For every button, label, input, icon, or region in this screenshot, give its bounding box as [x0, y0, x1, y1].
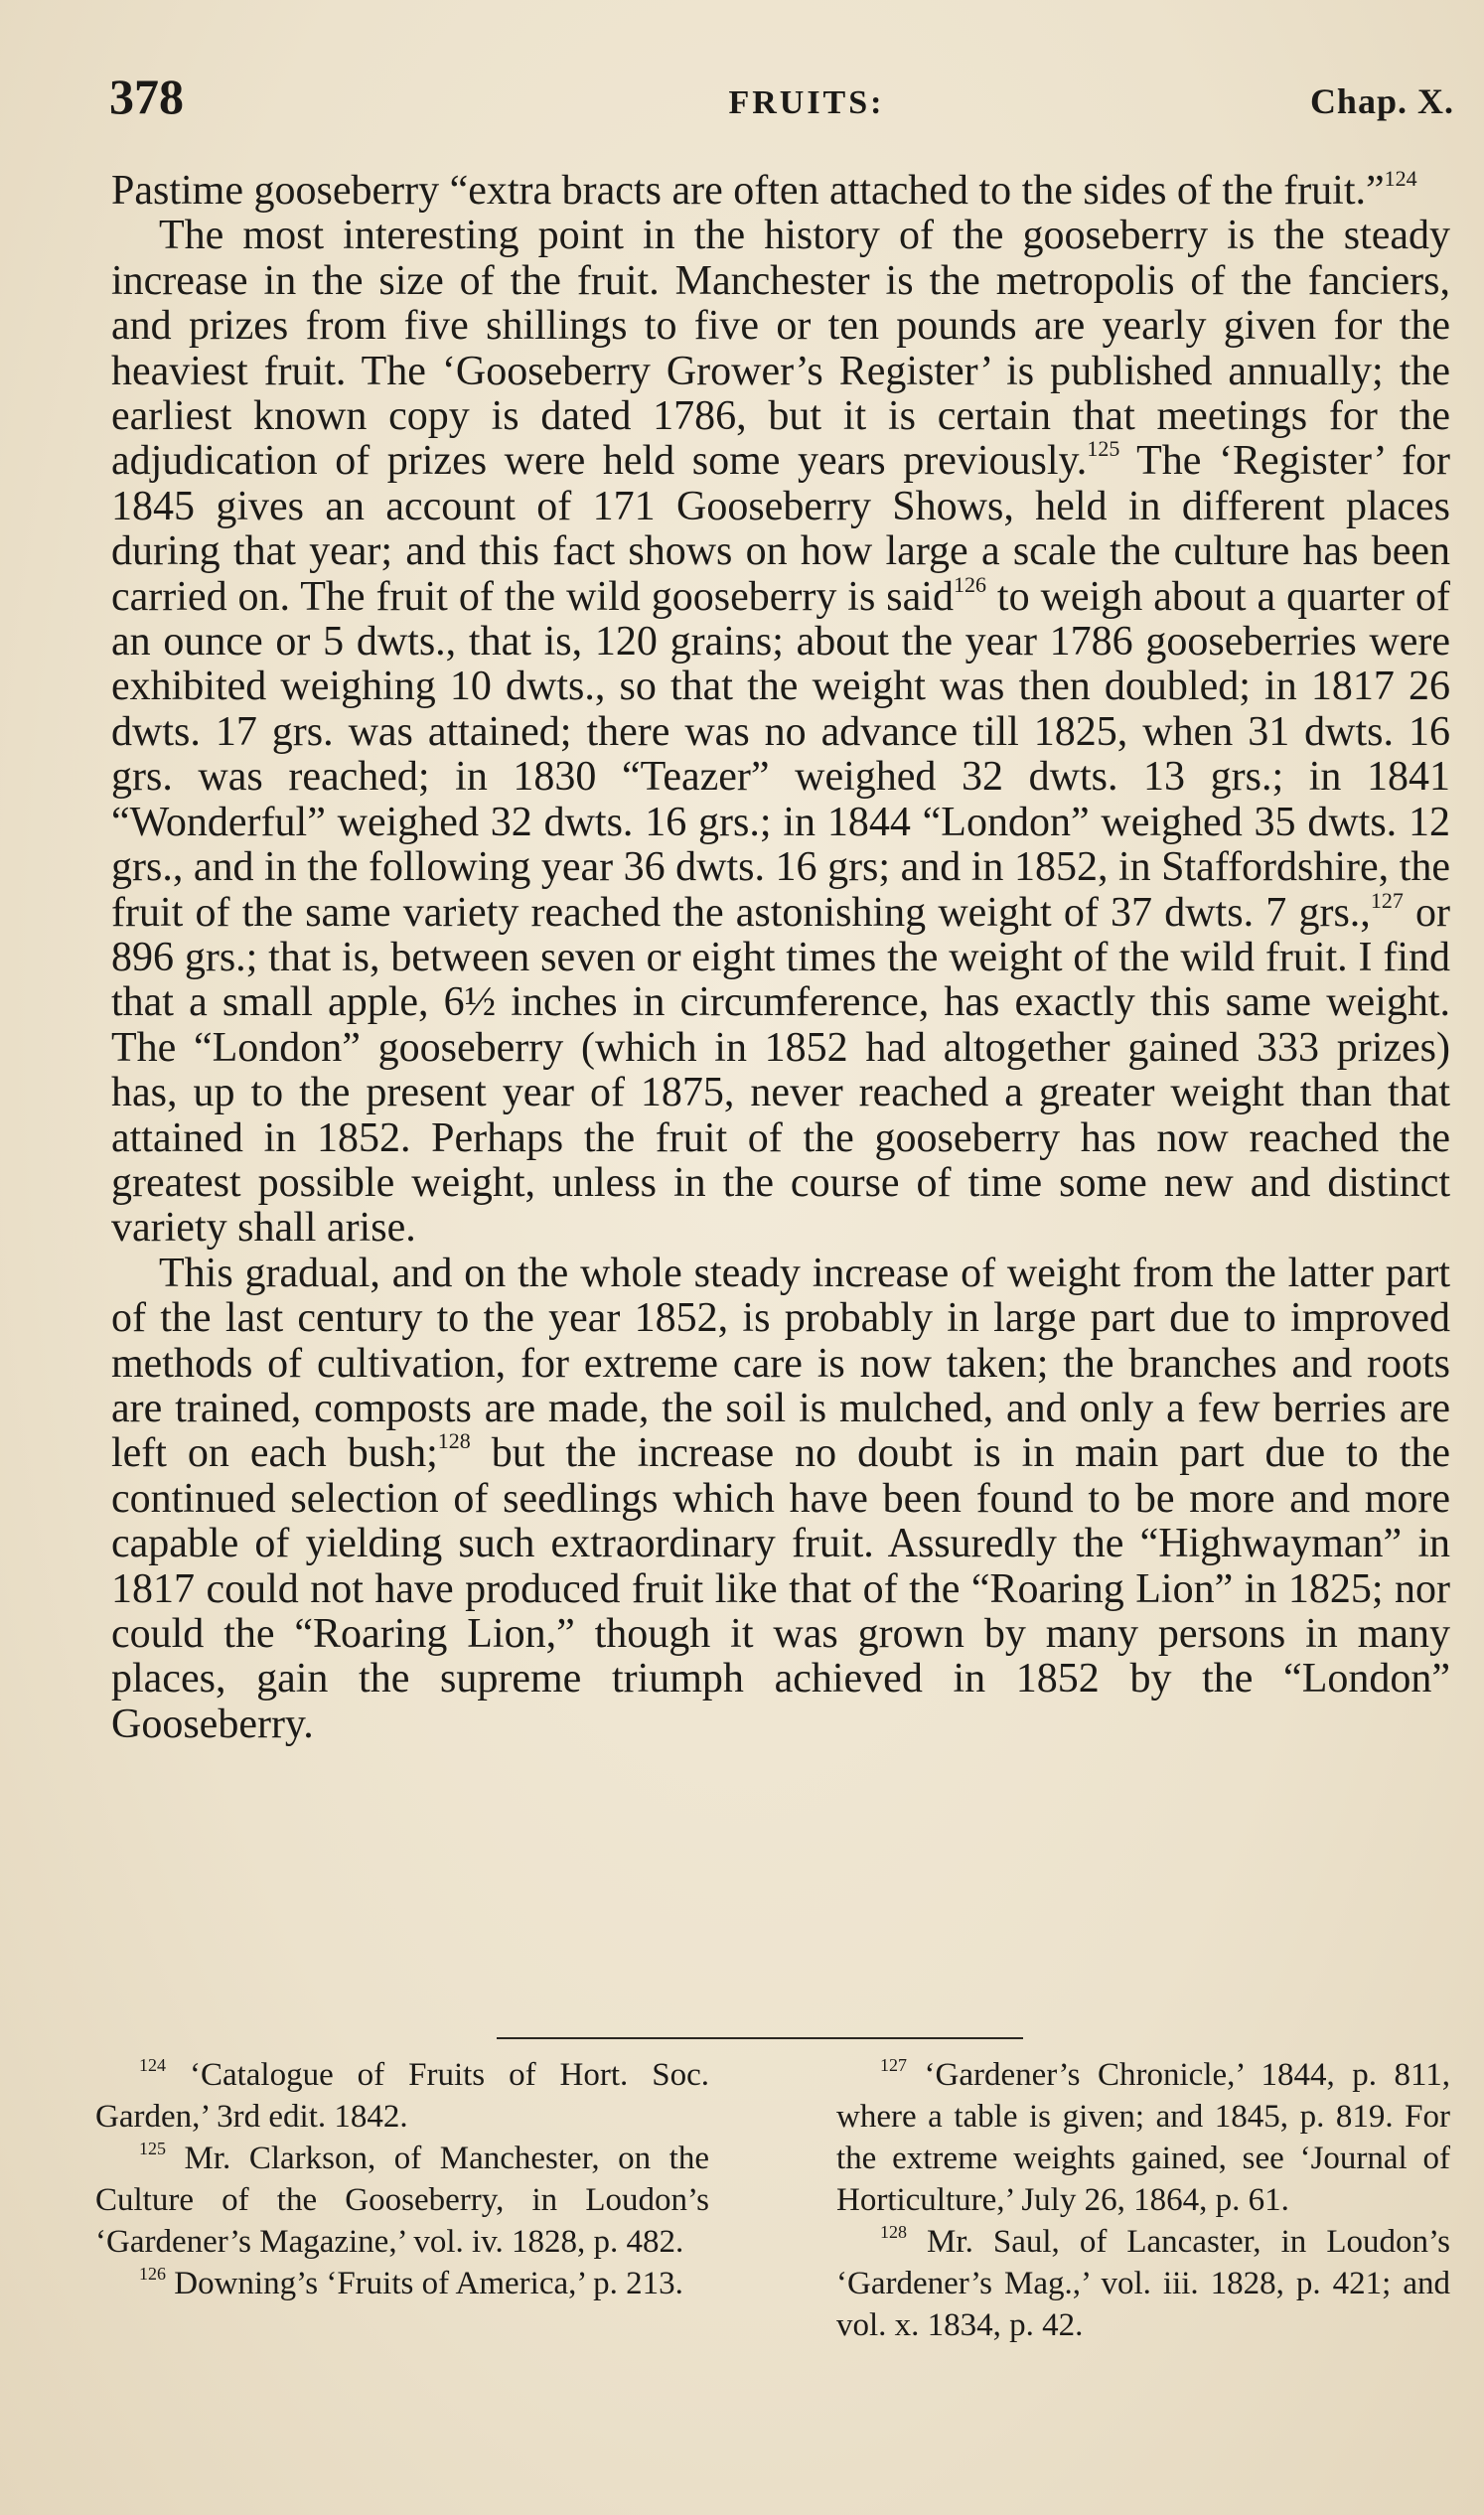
footnote-ref: 124 [1384, 166, 1417, 191]
footnote-124 [95, 2054, 709, 2138]
footnote-number: 125 [139, 2139, 166, 2158]
page-number: 378 [109, 69, 184, 124]
paragraph-3 [111, 1252, 1450, 1747]
footnote-ref: 127 [1370, 887, 1404, 913]
footnote-127 [836, 2054, 1450, 2221]
footnote-ref: 126 [953, 571, 986, 597]
footnote-text: ‘Catalogue of Fruits of Hort. Soc. Garden,’ 3rd edit. 1842. [95, 2057, 709, 2135]
paragraph-text: The ‘Register’ for 1845 gives an account of 171 Gooseberry Shows, held in different places during that year; and this fact shows on how large a scale the culture has been carried on. The fruit of the wild gooseberry is said [111, 438, 1450, 620]
footnote-128 [836, 2221, 1450, 2346]
footnote-ref: 128 [437, 1428, 471, 1454]
chapter-label: Chap. X. [1309, 81, 1454, 121]
footnote-text: ‘Gardener’s Chronicle,’ 1844, p. 811, where a table is given; and 1845, p. 819. For the extreme weights gained, see ‘Journal of Horticulture,’ July 26, 1864, p. 61. [836, 2057, 1450, 2218]
section-title: FRUITS: [728, 84, 885, 121]
body-text [111, 166, 1450, 1747]
footnote-number: 124 [139, 2055, 166, 2075]
footnote-125 [95, 2138, 709, 2263]
paragraph-text: The most interesting point in the history of the gooseberry is the steady increase in the size of the fruit. Manchester is the metropolis of the fanciers, and prizes from five shillings to five or ten pounds are yearly given for the heaviest fruit. The ‘Gooseberry Grower’s Register’ is published annually; the earliest known copy is dated 1786, but it is certain that meetings for the adjudication of prizes were held some years previously. [111, 213, 1450, 485]
paragraph-text: but the increase no doubt is in main part due to the continued selection of seedlings which have been found to be more and more capable of yielding such extraordinary fruit. Assuredly the “Highwayman” in 1817 could not have produced fruit like that of the “Roaring Lion” in 1825; nor could the “Roaring Lion,” though it was grown by many persons in many places, gain the supreme triumph achieved in 1852 by the “London” Gooseberry. [111, 1430, 1450, 1747]
footnote-text: Mr. Saul, of Lancaster, in Loudon’s ‘Gardener’s Mag.,’ vol. iii. 1828, p. 421; and vol. x. 1834, p. 42. [836, 2224, 1450, 2343]
paragraph-text: to weigh about a quarter of an ounce or 5 dwts., that is, 120 grains; about the year 1786 gooseberries were exhibited weighing 10 dwts., so that the weight was then doubled; in 1817 26 dwts. 17 grs. was attained; there was no advance till 1825, when 31 dwts. 16 grs. was reached; in 1830 “Teazer” weighed 32 dwts. 13 grs.; in 1841 “Wonderful” weighed 32 dwts. 16 grs.; in 1844 “London” weighed 35 dwts. 12 grs., and in the following year 36 dwts. 16 grs; and in 1852, in Staffordshire, the fruit of the same variety reached the astonishing weight of 37 dwts. 7 grs., [111, 573, 1450, 936]
footnote-column-left [95, 2054, 709, 2346]
footnote-text: Mr. Clarkson, of Manchester, on the Culture of the Gooseberry, in Loudon’s ‘Gardener’s Magazine,’ vol. iv. 1828, p. 482. [95, 2141, 709, 2260]
footnote-126 [95, 2263, 709, 2304]
footnotes [95, 2054, 1450, 2346]
footnote-number: 127 [880, 2055, 907, 2075]
footnote-number: 126 [139, 2264, 166, 2284]
footnote-number: 128 [880, 2222, 907, 2242]
footnote-rule [497, 2037, 1023, 2039]
paragraph-2 [111, 214, 1450, 1251]
paragraph-text: Pastime gooseberry “extra bracts are often attached to the sides of the fruit.” [111, 168, 1385, 214]
footnote-ref: 125 [1087, 436, 1120, 462]
footnote-text: Downing’s ‘Fruits of America,’ p. 213. [166, 2266, 683, 2301]
running-head [109, 68, 1454, 127]
paragraph-1 [111, 166, 1450, 214]
footnote-column-right [836, 2054, 1450, 2346]
paragraph-text: or 896 grs.; that is, between seven or eight times the weight of the wild fruit. I find that a small apple, 6½ inches in circumference, has exactly this same weight. The “London” gooseberry (which in 1852 had altogether gained 333 prizes) has, up to the present year of 1875, never reached a greater weight than that attained in 1852. Perhaps the fruit of the gooseberry has now reached the greatest possible weight, unless in the course of time some new and distinct variety shall arise. [111, 889, 1450, 1252]
paragraph-text: This gradual, and on the whole steady increase of weight from the latter part of the last century to the year 1852, is probably in large part due to improved methods of cultivation, for extreme care is now taken; the branches and roots are trained, composts are made, the soil is mulched, and only a few berries are left on each bush; [111, 1250, 1450, 1477]
